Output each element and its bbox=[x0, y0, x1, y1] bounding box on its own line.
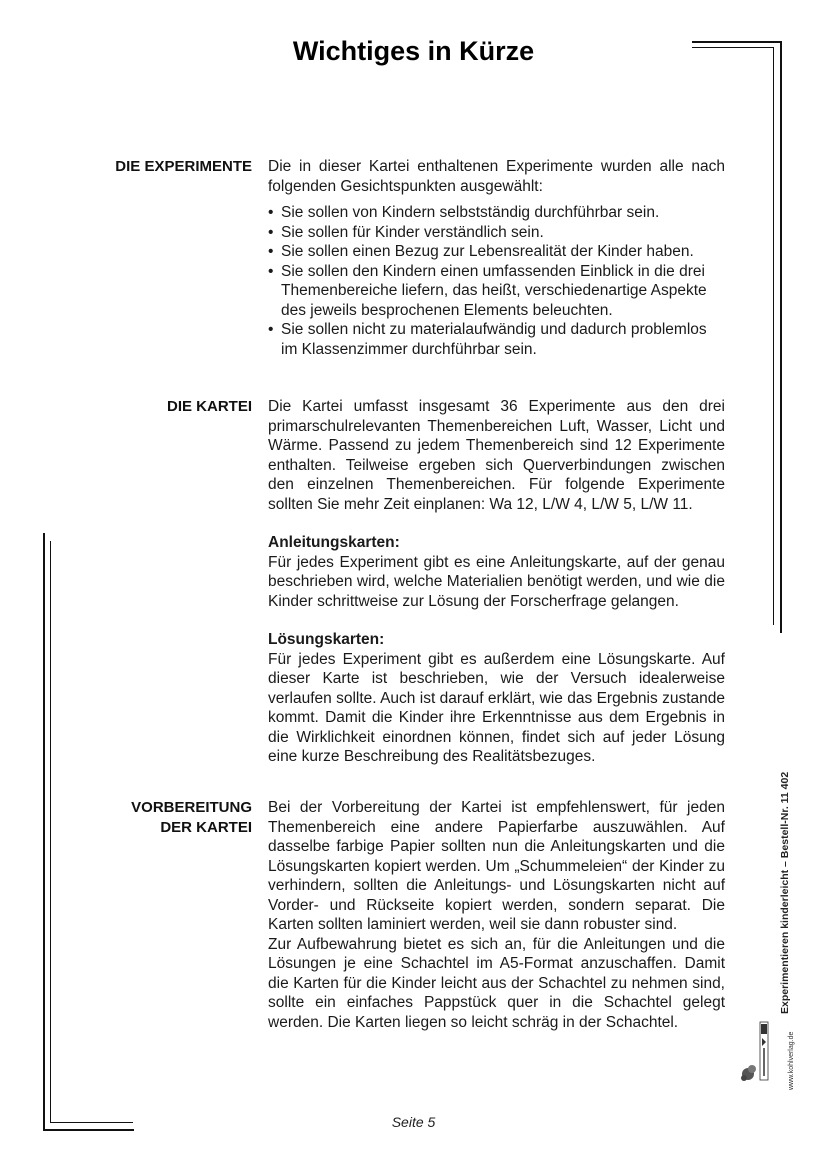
logo-url: www.kohlverlag.de bbox=[788, 1031, 795, 1090]
frame-line bbox=[773, 47, 774, 625]
label-line: DIE KARTEI bbox=[166, 398, 252, 415]
frame-line bbox=[50, 541, 51, 1123]
loesung-heading: Lösungskarten: bbox=[268, 631, 385, 648]
section-label-kartei bbox=[60, 397, 252, 417]
list-item: • Sie sollen nicht zu materialaufwändig und dadurch problemlos im Klassenzimmer durchführbar sein. bbox=[268, 321, 707, 358]
list-item: • Sie sollen den Kindern einen umfassenden Einblick in die drei Themenbereiche liefern, das heißt, verschiedenartige Aspekte des jeweils besprochenen Elements beleuchten. bbox=[268, 262, 707, 319]
side-order-text: Experimentieren kinderleicht – Bestell-Nr. 11 402 bbox=[779, 771, 791, 1014]
loesung-text: Für jedes Experiment gibt es außerdem eine Lösungskarte. Auf dieser Karte ist beschrieben, wie der Versuch idealerweise verlaufen sollte. Auch ist darauf erklärt, wie das Ergebnis zustande kommt. Damit die Kinder ihre Erkenntnisse aus dem Ergebnis in die Wirklichkeit einordnen können, findet sich auf jeder Lösung eine kurze Beschreibung des Realitätsbezuges. bbox=[268, 650, 725, 765]
anleitung-heading: Anleitungskarten: bbox=[268, 534, 400, 551]
frame-line bbox=[692, 41, 782, 43]
section-label-vorbereitung bbox=[60, 798, 252, 838]
experimente-intro: Die in dieser Kartei enthaltenen Experimente wurden alle nach folgenden Gesichtspunkten ausgewählt: bbox=[268, 158, 725, 195]
label-line: VORBEREITUNG bbox=[131, 799, 252, 816]
frame-line bbox=[692, 47, 774, 48]
frame-line bbox=[43, 533, 45, 1131]
section-label-experimente bbox=[60, 157, 252, 177]
section-experimente bbox=[268, 157, 725, 359]
section-kartei bbox=[268, 397, 725, 767]
page-number: Seite 5 bbox=[391, 1114, 436, 1130]
label-line: DIE EXPERIMENTE bbox=[115, 158, 252, 175]
page-title: Wichtiges in Kürze bbox=[292, 36, 535, 66]
kartei-text: Die Kartei umfasst insgesamt 36 Experimente aus den drei primarschulrelevanten Themenbereichen Luft, Wasser, Licht und Wärme. Passend zu jedem Themenbereich sind 12 Experimente enthalten. Teilweise ergeben sich Querverbindungen zwischen den einzelnen Themenbereichen. Für folgende Experimente sollten Sie mehr Zeit einplanen: Wa 12, L/W 4, L/W 5, L/W 11. bbox=[268, 398, 725, 513]
anleitung-text: Für jedes Experiment gibt es eine Anleitungskarte, auf der genau beschrieben wird, welche Materialien benötigt werden, und wie die Kinder schrittweise zur Lösung der Forscherfrage gelangen. bbox=[268, 553, 725, 610]
list-item: • Sie sollen einen Bezug zur Lebensrealität der Kinder haben. bbox=[268, 243, 694, 260]
section-vorbereitung bbox=[268, 798, 725, 1032]
label-line: DER KARTEI bbox=[160, 819, 252, 836]
vorbereitung-text-2: Zur Aufbewahrung bietet es sich an, für die Anleitungen und die Lösungen je eine Schachtel im A5-Format anzuschaffen. Damit die Karten für die Kinder leicht aus der Schachtel zu nehmen sind, sollte ein einfaches Pappstück quer in die Schachtel gelegt werden. Die Karten liegen so leicht schräg in der Schachtel. bbox=[268, 935, 725, 1031]
frame-line bbox=[780, 41, 782, 633]
publisher-logo-icon bbox=[738, 1018, 794, 1088]
list-item: • Sie sollen von Kindern selbstständig durchführbar sein. bbox=[268, 204, 660, 221]
vorbereitung-text-1: Bei der Vorbereitung der Kartei ist empfehlenswert, für jeden Themenbereich eine andere Papierfarbe auszuwählen. Auf dasselbe farbige Papier sollten nun die Anleitungskarten und die Lösungskarten kopiert werden. Um „Schummeleien“ der Kinder zu verhindern, sollten die Anleitungs- und Lösungskarten nicht auf Vorder- und Rückseite kopiert werden, sondern separat. Die Karten sollten laminiert werden, weil sie dann robuster sind. bbox=[268, 799, 725, 933]
criteria-list bbox=[268, 203, 725, 359]
list-item: • Sie sollen für Kinder verständlich sein. bbox=[268, 223, 544, 241]
